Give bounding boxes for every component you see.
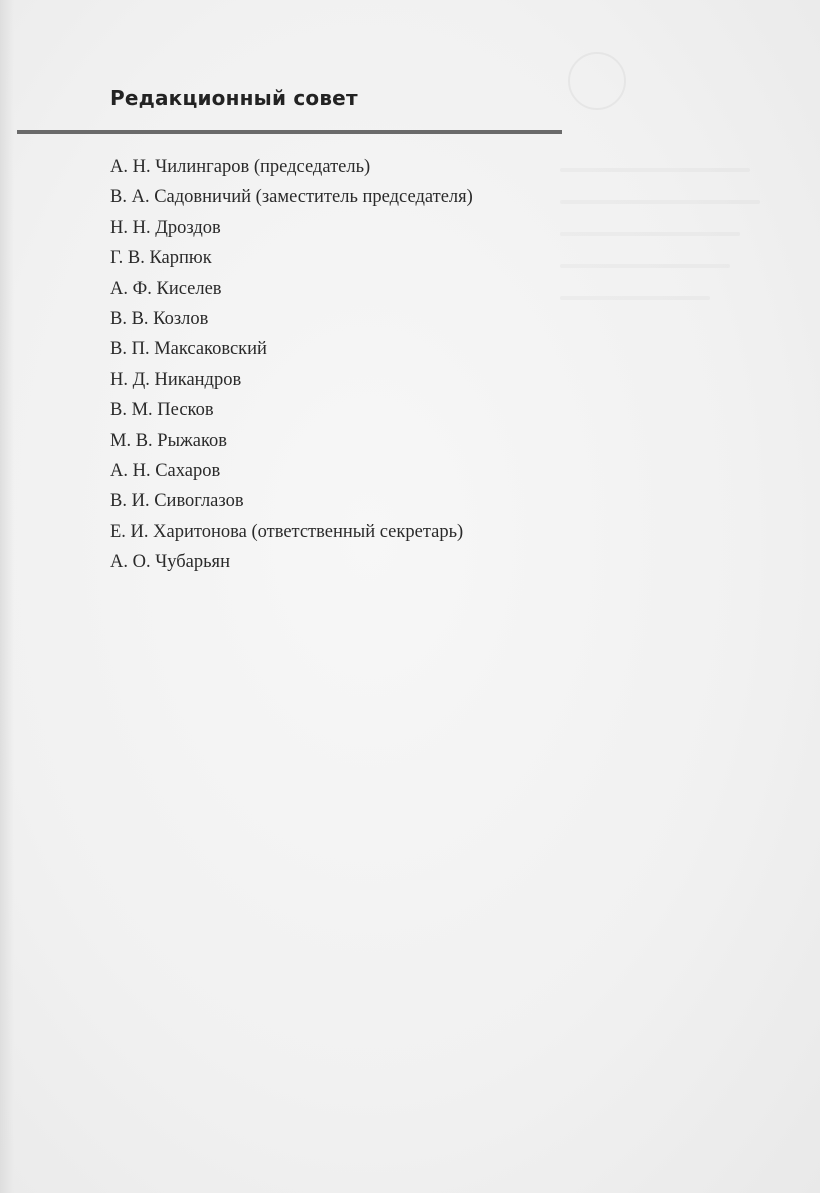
editorial-board-list (110, 152, 473, 577)
member-item: А. О. Чубарьян (110, 552, 230, 573)
member-item: Г. В. Карпюк (110, 248, 212, 269)
member-item: Е. И. Харитонова (ответственный секретарь) (110, 521, 464, 542)
member-item: В. П. Максаковский (110, 339, 267, 360)
member-item: А. Ф. Киселев (110, 278, 222, 299)
member-item: В. М. Песков (110, 400, 214, 421)
member-item: В. А. Садовничий (заместитель председателя) (110, 187, 473, 208)
section-title: Редакционный совет (110, 86, 358, 110)
member-item: А. Н. Чилингаров (председатель) (110, 157, 371, 177)
member-item: А. Н. Сахаров (110, 460, 221, 481)
member-item: В. В. Козлов (110, 308, 209, 329)
title-rule (17, 130, 562, 134)
bleed-through-line (560, 168, 750, 172)
bleed-through-line (560, 264, 730, 268)
bleed-through-line (560, 200, 760, 204)
member-item: Н. Д. Никандров (110, 369, 242, 390)
member-item: Н. Н. Дроздов (110, 217, 221, 238)
bleed-through-line (560, 296, 710, 300)
bleed-through-line (560, 232, 740, 236)
member-item: В. И. Сивоглазов (110, 491, 244, 512)
member-item: М. В. Рыжаков (110, 430, 228, 451)
page-edge-shadow (0, 0, 14, 1193)
bleed-through-emblem (568, 52, 626, 110)
